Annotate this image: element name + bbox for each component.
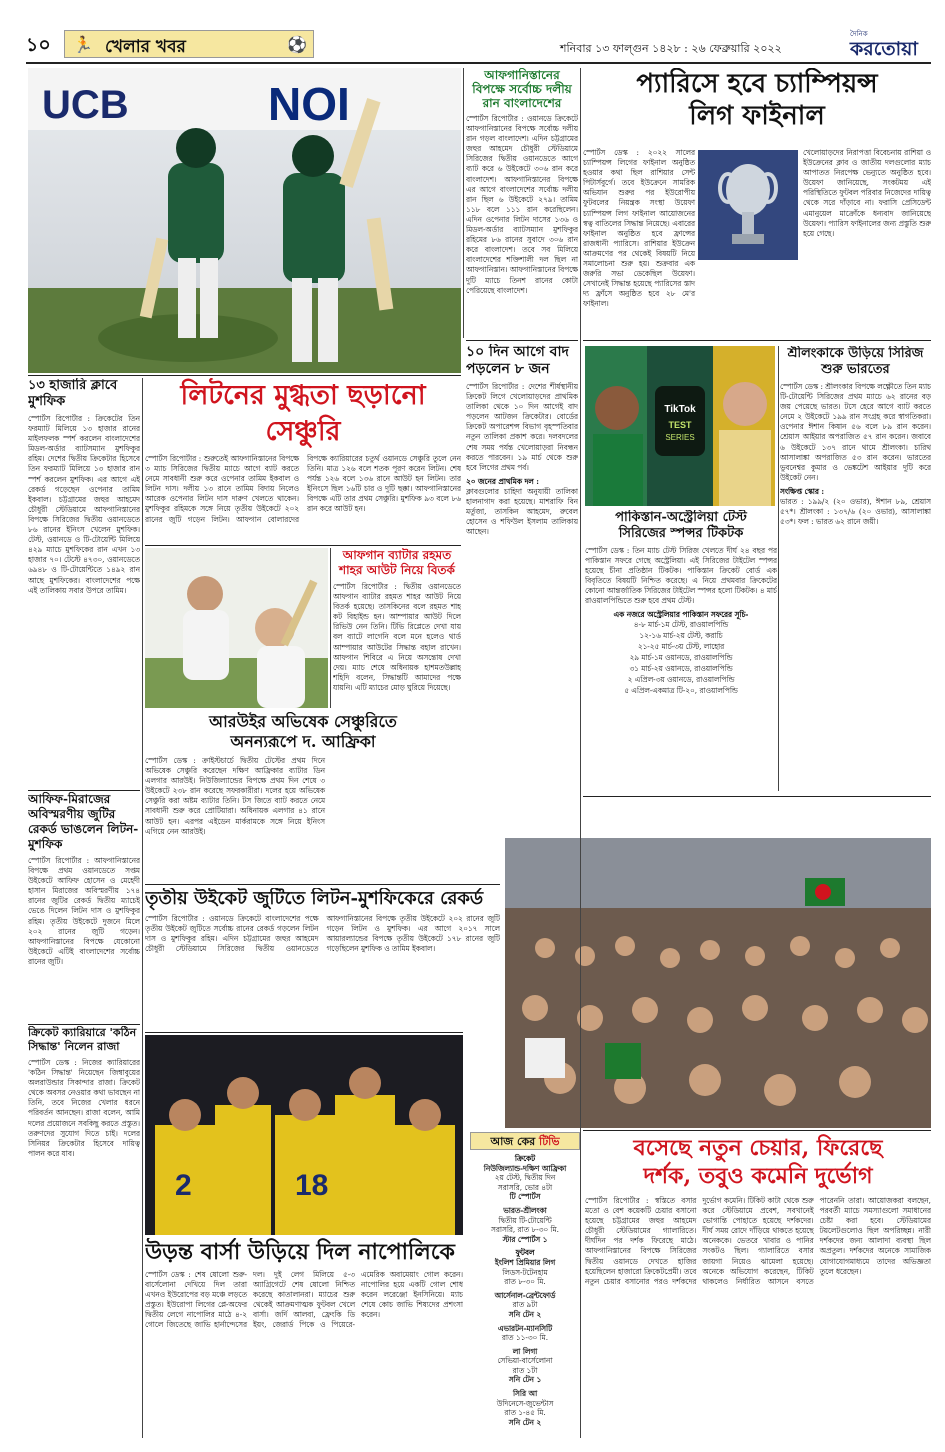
svg-text:2: 2 — [175, 1169, 192, 1202]
stadium-crowd-photo — [505, 838, 931, 1128]
pak-aus-body: স্পোর্টস ডেস্ক : তিন ম্যাচ টেস্ট সিরিজ খেলতে দীর্ঘ ২৪ বছর পর পাকিস্তান সফরে গেছে অস্ট্রেলিয়া। এই সিরিজের টাইটেল স্পন্সর হয়েছে চীনা প্রতিষ্ঠান টিকটক। পাকিস্তান ক্রিকেট বোর্ড এক বিবৃতিতে বিষয়টি নিশ্চিত করেছে। এ নিয়ে প্রথমবার ক্রিকেটের কোনো আন্তর্জাতিক সিরিজের টাইটেল স্পন্সর হলো টিকটক। ৪ মার্চ রাওয়ালপিন্ডিতে শুরু হবে প্রথম টেস্ট। — [585, 546, 777, 606]
cricket-career-body: স্পোর্টস ডেস্ক : নিজের ক্যারিয়ারের 'কঠিন সিদ্ধান্ত' নিয়েছেন জিম্বাবুয়ের অলরাউন্ডার সিকান্দার রাজা। ক্রিকেট থেকে অবসর নেওয়ার কথা ভাবছেন না তিনি, তবে নিজের খেলার ধরনে পরিবর্তন আনছেন। রাজা বলেন, আমি দলের প্রয়োজনে সবকিছু করতে প্রস্তুত। তরুণদের সুযোগ দিতে চাই। দলের সিনিয়র ক্রিকেটার হিসেবে দায়িত্ব পালন করে যাব। — [28, 1058, 140, 1158]
barca-illustration — [145, 1035, 463, 1235]
tv-item — [470, 1154, 580, 1202]
tv-item — [470, 1347, 580, 1385]
tv-item-time: রাত ১-৪৫ মি. — [504, 1408, 546, 1418]
tv-schedule — [470, 1132, 580, 1442]
tiktok-series-photo — [585, 346, 775, 506]
cricket-career-headline: ক্রিকেট ক্যারিয়ারে 'কঠিন সিদ্ধান্ত' নিলেন রাজা — [28, 1026, 137, 1053]
ten-days-group-body: ক্লাবগুলোর চাহিদা অনুযায়ী তালিকা হালনাগাদ করা হয়েছে। মাশরাফি বিন মর্তুজা, তাসকিন আহমেদ, রুবেল হোসেন ও শফিউল ইসলাম তালিকায় আছেন। — [466, 486, 578, 537]
schedule-item: ৩১ মার্চ-২য় ওয়ানডে, রাওয়ালপিন্ডি — [629, 664, 733, 674]
issue-date: শনিবার ১৩ ফাল্গুন ১৪২৮ : ২৬ ফেব্রুয়ারি ২০২২ — [560, 42, 782, 55]
tv-item-time: রাত ৮-৩০ মি. — [504, 1277, 546, 1287]
liton-body: স্পোর্টস রিপোর্টার : শুরুতেই আফগানিস্তানের বিপক্ষে ৩ ম্যাচ সিরিজের দ্বিতীয় ম্যাচে আগে ব্যাট করতে নেমে সাবধানী শুরু করে ওপেনার তামিম ইকবাল ও লিটন দাস। দলীয় ১৩ রানে তামিম বিদায় নিলেও আরেক ওপেনার লিটন দাস দারুণ খেলতে থাকেন। মুশফিকুর রহিমকে সঙ্গে নিয়ে তৃতীয় উইকেটে ২০২ রানের জুটি গড়েন লিটন। আফগান বোলারদের বিপক্ষে ক্যারিয়ারের চতুর্থ ওয়ানডে সেঞ্চুরি তুলে নেন তিনি। মাত্র ১২৬ বলে শতক পূরণ করেন লিটন। শেষ পর্যন্ত ১২৬ বলে ১৩৬ রানে আউট হন লিটন। তার ইনিংসে ছিল ১৬টি চার ও দুটি ছক্কা। আফগানিস্তানের বিপক্ষে এটি তার প্রথম সেঞ্চুরি। মুশফিক ৯৩ বলে ৮৬ রান করে আউট হন। — [145, 454, 461, 524]
cricket-career-story — [28, 1026, 140, 1426]
afif-headline: আফিফ-মিরাজের অবিস্মরণীয় জুটির রেকর্ড ভাঙলেন লিটন-মুশফিক — [28, 792, 139, 851]
srilanka-headline: শ্রীলংকাকে উড়িয়ে সিরিজ শুরু ভারতের — [787, 346, 924, 377]
ten-days-group-heading: ২০ জনের প্রাথমিক দল : — [466, 476, 539, 486]
schedule-item: ৫ এপ্রিল-একমাত্র টি-২০, রাওয়ালপিন্ডি — [624, 686, 738, 696]
tv-item-detail: লিডস-টটেনহাম — [502, 1267, 548, 1277]
masthead — [0, 0, 945, 64]
runner-icon: 🏃 — [73, 35, 93, 54]
section-banner — [64, 30, 314, 58]
tv-item-time: রাত ৯টা — [512, 1300, 538, 1310]
srilanka-score-body: ভারত : ১৯৯/২ (২০ ওভার), ঈশান ৮৯, শ্রেয়াস ৫৭*। শ্রীলংকা : ১৩৭/৬ (২০ ওভার), আসালাঙ্কা ৫৩*। ফল : ভারত ৬২ রানে জয়ী। — [780, 497, 931, 527]
pak-aus-schedule — [585, 620, 777, 697]
paper-name: করতোয়া — [850, 38, 918, 60]
page-number: ১০ — [26, 34, 51, 56]
tv-item-detail: দ্বিতীয় টি-টোয়েন্টি — [498, 1215, 552, 1225]
svg-text:NOI: NOI — [268, 78, 350, 130]
schedule-item: ৪-৮ মার্চ-১ম টেস্ট, রাওয়ালপিন্ডি — [633, 619, 729, 629]
tv-heading-3: টিভি — [539, 1135, 560, 1148]
third-wicket-story — [145, 888, 500, 1028]
tv-heading-1: আজ — [490, 1135, 514, 1148]
afif-story — [28, 792, 140, 1022]
sa-century-headline-2: অনন্যরূপে দ. আফ্রিকা — [230, 732, 376, 751]
13000-headline: ১৩ হাজারি ক্লাবে মুশফিক — [28, 378, 118, 409]
barca-headline: উড়ন্ত বার্সা উড়িয়ে দিল নাপোলিকে — [145, 1239, 455, 1265]
tv-heading-2: কের — [516, 1135, 536, 1148]
paris-story — [583, 68, 931, 328]
svg-text:TikTok: TikTok — [664, 404, 696, 415]
ten-days-headline: ১০ দিন আগে বাদ পড়লেন ৮ জন — [466, 344, 569, 377]
tv-item-channel: স্টার স্পোর্টস ১ — [502, 1234, 548, 1244]
paris-body-left: স্পোর্টস ডেস্ক : ২০২২ সালের চ্যাম্পিয়ন্স লিগের ফাইনাল অনুষ্ঠিত হওয়ার কথা ছিল রাশিয়ার সেন্ট পিটার্সবুর্গে। তবে ইউক্রেনে সামরিক অভিযান শুরুর পর ইউরোপীয় ফুটবলের নিয়ন্ত্রক সংস্থা উয়েফা চ্যাম্পিয়ন্স লিগ ফাইনাল আয়োজনের স্বত্ব বাতিলের সিদ্ধান্ত নিয়েছে। এবারের ফাইনাল অনুষ্ঠিত হবে ফ্রান্সের রাজধানী প্যারিসে। রাশিয়ার ইউক্রেন আক্রমণের পর থেকেই বিষয়টি নিয়ে সমালোচনা শুরু হয়। শুক্রবার এক জরুরি সভা ডেকেছিল উয়েফা। সেখানেই সিদ্ধান্ত হয়েছে প্যারিসের স্তাদ দ্য ফ্রাঁসে অনুষ্ঠিত হবে ২৮ মে'র ফাইনাল। — [583, 148, 695, 309]
sa-batter-illustration — [145, 548, 328, 708]
tv-item-title: এভারটন-ম্যানসিটি — [497, 1323, 553, 1333]
tv-item-title: নিউজিল্যান্ড-দক্ষিণ আফ্রিকা — [483, 1163, 567, 1173]
cricket-batters-illustration — [28, 68, 461, 373]
third-wicket-body: স্পোর্টস রিপোর্টার : ওয়ানডে ক্রিকেটে বাংলাদেশের পক্ষে তৃতীয় উইকেট জুটিতে সর্বোচ্চ রানের রেকর্ড গড়লেন লিটন দাস ও মুশফিকুর রহিম। এদিন চট্টগ্রামের জহুর আহমেদ চৌধুরী স্টেডিয়ামে সিরিজের দ্বিতীয় ওয়ানডেতে আফগানিস্তানের বিপক্ষে তৃতীয় উইকেটে ২০২ রানের জুটি গড়েন লিটন ও মুশফিক। এর আগে ২০১৭ সালে আয়ারল্যান্ডের বিপক্ষে তৃতীয় উইকেটে ১৭৮ রানের জুটি গড়েছিলেন মুশফিক ও তামিম ইকবাল। — [145, 914, 500, 954]
svg-text:TEST: TEST — [668, 420, 692, 430]
pak-aus-headline-2: সিরিজের স্পন্সর টিকটক — [618, 526, 744, 541]
svg-text:UCB: UCB — [42, 83, 129, 127]
ten-days-story — [466, 344, 578, 834]
afghan-record-headline: আফগানিস্তানের বিপক্ষে সর্বোচ্চ দলীয় রান বাংলাদেশের — [472, 68, 572, 110]
spectator-story — [585, 1134, 931, 1442]
paris-headline-1: প্যারিসে হবে চ্যাম্পিয়ন্স — [636, 69, 878, 99]
tv-item-sport: ফুটবল — [515, 1248, 535, 1258]
liton-headline: লিটনের মুগ্ধতা ছড়ানো সেঞ্চুরি — [180, 380, 426, 447]
schedule-item: ২৯ মার্চ-১ম ওয়ানডে, রাওয়ালপিন্ডি — [629, 652, 733, 662]
sa-century-body: স্পোর্টস ডেস্ক : ক্রাইস্টচার্চে দ্বিতীয় টেস্টের প্রথম দিনে অভিষেক সেঞ্চুরি করেছেন দক্ষিণ আফ্রিকার ব্যাটার ডিন এলগার আরউই। নিউজিল্যান্ডের বিপক্ষে প্রথম দিন শেষে ৩ উইকেটে ২৩৮ রান করেছে সফরকারীরা। দলের হয়ে অভিষেক সেঞ্চুরি করা অষ্টম ব্যাটার তিনি। টস জিতে ব্যাট করতে নেমে সাবধানী শুরু করে প্রোটিয়ারা। অধিনায়ক এলগার ৪১ রানে আউট হন। এরপর এইডেন মার্করামকে সঙ্গে নিয়ে ইনিংস এগিয়ে নেন আরউই। — [145, 756, 325, 836]
barca-body: স্পোর্টস ডেস্ক : শেষ ষোলো শুরু-বার্সেলোনা দেখিয়ে দিল তারা এখনও ইউরোপের বড় মঞ্চে লড়তে প্রস্তুত। ইউরোপা লিগের প্লে-অফের দ্বিতীয় লেগে নাপোলির মাঠে ৪-২ গোলে জিতেছে জাভি হার্নান্দেসের দল। দুই লেগ মিলিয়ে ৫-৩ অ্যাগ্রিগেটে শেষ ষোলো নিশ্চিত করেছে কাতালানরা। ম্যাচের শুরু থেকেই আক্রমণাত্মক ফুটবল খেলে বার্সা। জর্দি আলবা, ফ্রেংকি ডি ইয়ং, জেরার্ড পিকে ও পিয়েরে-এমেরিক অবামেয়াং গোল করেন। নাপোলির হয়ে একটি গোল শোধ করেন লরেঞ্জো ইনসিনিয়ে। ম্যাচ শেষে কোচ জাভি শিষ্যদের প্রশংসা করেন। — [145, 1270, 463, 1330]
tv-item — [470, 1206, 580, 1244]
schedule-item: ১২-১৬ মার্চ-২য় টেস্ট, করাচি — [639, 630, 723, 640]
tv-item-title: সিরি আ — [512, 1389, 538, 1399]
tv-item-channel: সনি টেন ২ — [508, 1417, 542, 1427]
pak-aus-story — [585, 510, 777, 800]
cricket-batters-photo — [28, 68, 461, 373]
spectator-body: স্পোর্টস রিপোর্টার : স্বস্তিতে বসার মতো ও বেশ কয়েকটি চেয়ার বসানো হয়েছে চট্টগ্রামের জহুর আহমেদ চৌধুরী স্টেডিয়ামের গ্যালারিতে। দীর্ঘদিন পর দর্শক ফিরেছে মাঠে। আফগানিস্তানের বিপক্ষে সিরিজের দ্বিতীয় ওয়ানডে দেখতে হাজির হয়েছিলেন হাজারো ক্রিকেটপ্রেমী। তবে নতুন চেয়ার বসানোর পরও দর্শকদের দুর্ভোগ কমেনি। টিকিট কাটা থেকে শুরু করে স্টেডিয়ামে প্রবেশ, সবখানেই ভোগান্তি পোহাতে হয়েছে দর্শকদের। দীর্ঘ সময় রোদে দাঁড়িয়ে থাকতে হয়েছে অনেককে। ভেতরে খাবার ও পানির সংকটও ছিল। গ্যালারিতে বসার জায়গা নিয়েও ঝামেলা হয়েছে। অনেকে অভিযোগ করেছেন, টিকিট থাকলেও নির্ধারিত আসনে বসতে পারেননি তারা। আয়োজকরা বলছেন, পরবর্তী ম্যাচে সমস্যাগুলো সমাধানের চেষ্টা করা হবে। স্টেডিয়ামের টয়লেটগুলোও ছিল অপরিচ্ছন্ন। নারী দর্শকদের জন্য আলাদা ব্যবস্থা ছিল অপ্রতুল। দর্শকদের অনেকে সামাজিক যোগাযোগমাধ্যমে তাদের অভিজ্ঞতা তুলে ধরেছেন। — [585, 1196, 931, 1286]
pak-aus-schedule-heading: এক নজরে অস্ট্রেলিয়ার পাকিস্তান সফরের সূচি- — [613, 609, 749, 619]
afghan-record-story — [466, 68, 578, 338]
srilanka-score-heading: সংক্ষিপ্ত স্কোর : — [780, 486, 825, 496]
tv-item-sport: ক্রিকেট — [514, 1154, 536, 1163]
section-title: খেলার খবর — [105, 37, 186, 57]
tv-item-title: লা লিগা — [512, 1346, 538, 1356]
crowd-illustration — [505, 838, 931, 1128]
liton-story — [145, 378, 461, 543]
footballer-icon: ⚽ — [287, 35, 307, 54]
tv-item-title: ইংলিশ প্রিমিয়ার লিগ — [494, 1257, 556, 1267]
tv-item-time: সরাসরি, রাত ৮-৩০ মি. — [491, 1225, 559, 1235]
babar-cummins-illustration — [585, 346, 775, 506]
tv-item-channel: টি স্পোর্টস — [509, 1192, 541, 1202]
sa-century-story — [145, 712, 461, 862]
tv-item-channel: সনি টেন ২ — [508, 1309, 542, 1319]
paper-small: দৈনিক — [850, 30, 868, 38]
tv-item-title: ভারত-শ্রীলংকা — [503, 1205, 547, 1215]
tv-item-time: রাত ১টা — [512, 1365, 538, 1375]
schedule-item: ২১-২৫ মার্চ-৩য় টেস্ট, লাহোর — [637, 641, 725, 651]
paris-body-right: খেলোয়াড়দের নিরাপত্তা বিবেচনায় রাশিয়া ও ইউক্রেনের ক্লাব ও জাতীয় দলগুলোর ম্যাচ আপাতত নিরপেক্ষ ভেন্যুতে অনুষ্ঠিত হবে। উয়েফা জানিয়েছে, সংকটময় এই পরিস্থিতিতে ফুটবল পরিবার নিজেদের দায়িত্ব থেকে সরে দাঁড়াবে না। ফরাসি প্রেসিডেন্ট এমানুয়েল মাক্রোঁকে ধন্যবাদ জানিয়েছে উয়েফা। প্যারিস ফাইনালের জন্য প্রস্তুতি শুরু হয়ে গেছে। — [803, 148, 931, 238]
spectator-headline-2: দর্শক, তবুও কমেনি দুর্ভোগ — [643, 1163, 873, 1189]
tv-item-detail: উদিনেসে-জুভেন্টাস — [496, 1398, 554, 1408]
svg-text:SERIES: SERIES — [665, 433, 695, 442]
south-africa-batter-photo — [145, 548, 328, 708]
bowler-body: স্পোর্টস রিপোর্টার : দ্বিতীয় ওয়ানডেতে আফগান ব্যাটার রহমত শাহর আউট নিয়ে বিতর্ক হয়েছে। তাসকিনের বলে রহমত শাহ কট বিহাইন্ড হন। আম্পায়ার আউট দিলে রিভিউ নেন তিনি। টিভি রিপ্লেতে দেখা যায় বল ব্যাটে লাগেনি বলে মনে হলেও থার্ড আম্পায়ার আউটের সিদ্ধান্ত বহাল রাখেন। আফগান শিবিরে এ নিয়ে অসন্তোষ দেখা দেয়। ম্যাচ শেষে অধিনায়ক হাশমতউল্লাহ শহিদি বলেন, সিদ্ধান্তটি আমাদের পক্ষে যায়নি। এটি ম্যাচের মোড় ঘুরিয়ে দিয়েছে। — [333, 582, 461, 692]
trophy-photo — [698, 150, 798, 260]
tv-item-time: সরাসরি, ভোর ৪টা — [497, 1182, 553, 1192]
bowler-headline: আফগান ব্যাটার রহমত শাহর আউট নিয়ে বিতর্ক — [339, 548, 455, 577]
tv-item — [470, 1324, 580, 1343]
13000-body: স্পোর্টস রিপোর্টার : ক্রিকেটের তিন ফরম্যাট মিলিয়ে ১৩ হাজার রানের মাইলফলক স্পর্শ করলেন বাংলাদেশের মিডল-অর্ডার ব্যাটসম্যান মুশফিকুর রহিম। দেশের দ্বিতীয় ক্রিকেটার হিসেবে তিন ফরম্যাট মিলিয়ে ১৩ হাজার রান স্পর্শ করলেন মুশফিক। এর আগে এই রেকর্ড গড়েছেন ওপেনার তামিম ইকবাল। চট্টগ্রামের জহুর আহমেদ চৌধুরী স্টেডিয়ামে আফগানিস্তানের বিপক্ষে সিরিজের দ্বিতীয় ওয়ানডেতে ৮৬ রানের ইনিংস খেলেন মুশফিক। টেস্ট, ওয়ানডে ও টি-টোয়েন্টি মিলিয়ে ৪২৯ ম্যাচে মুশফিকের রান এখন ১৩ হাজার ৭০। টেস্টে ৪৭৩০, ওয়ানডেতে ৬৯৪৮ ও টি-টোয়েন্টিতে ১৪৯২ রান আছে মুশফিকের। বাংলাদেশের পক্ষে এই তালিকায় সবার উপরে তামিম। — [28, 414, 140, 595]
tv-item-time: রাত ১১-৩০ মি. — [501, 1333, 549, 1343]
13000-story — [28, 378, 140, 788]
tv-item-channel: সনি টেন ১ — [508, 1375, 542, 1385]
srilanka-story — [780, 346, 931, 791]
champions-trophy-illustration — [698, 150, 798, 260]
tv-item-detail: ২য় টেস্ট, দ্বিতীয় দিন — [494, 1173, 556, 1183]
pak-aus-headline-1: পাকিস্তান-অস্ট্রেলিয়া টেস্ট — [615, 510, 747, 525]
tv-item — [470, 1291, 580, 1320]
tv-heading — [470, 1132, 580, 1150]
srilanka-body: স্পোর্টস ডেস্ক : শ্রীলংকার বিপক্ষে লক্ষ্ণৌতে তিন ম্যাচ টি-টোয়েন্টি সিরিজের প্রথম ম্যাচে ৬২ রানের বড় জয় পেয়েছে ভারত। টসে হেরে আগে ব্যাট করতে নেমে ২ উইকেটে ১৯৯ রান সংগ্রহ করে স্বাগতিকরা। ওপেনার ঈশান কিষান ৫৬ বলে ৮৯ রান করেন। শ্রেয়াস আইয়ার অপরাজিত ৫৭ রান করেন। জবাবে ৬ উইকেটে ১৩৭ রানে থামে শ্রীলংকা। চারিথ আসালাঙ্কা অপরাজিত ৫৩ রান করেন। ভারতের ভুবনেশ্বর কুমার ও ভেঙ্কটেশ আইয়ার দুটি করে উইকেট নেন। — [780, 382, 931, 482]
barcelona-celebration-photo — [145, 1035, 463, 1235]
barca-story — [145, 1238, 463, 1438]
ten-days-body: স্পোর্টস রিপোর্টার : দেশের শীর্ষস্থানীয় ক্রিকেট লিগে খেলোয়াড়দের প্রাথমিক তালিকা থেকে ১০ দিন আগেই বাদ পড়লেন আটজন ক্রিকেটার। বোর্ডের ক্রিকেট অপারেশন্স বিভাগ বৃহস্পতিবার নতুন তালিকা প্রকাশ করে। দলবদলের শেষ সময় পর্যন্ত খেলোয়াড়রা নিবন্ধন করতে পারবেন। ১৯ মার্চ থেকে শুরু হবে লিগের প্রথম পর্ব। — [466, 382, 578, 472]
afif-body: স্পোর্টস রিপোর্টার : আফগানিস্তানের বিপক্ষে প্রথম ওয়ানডেতে সপ্তম উইকেটে আফিফ হোসেন ও মেহেদী হাসান মিরাজের অবিস্মরণীয় ১৭৪ রানের জুটির রেকর্ড দ্বিতীয় ম্যাচেই ভেঙে দিলেন লিটন দাস ও মুশফিকুর রহিম। তৃতীয় উইকেটে দুজনে মিলে ২০২ রানের জুটি গড়েন। আফগানিস্তানের বিপক্ষে যেকোনো উইকেটে এটিই বাংলাদেশের সর্বোচ্চ রানের জুটি। — [28, 856, 140, 966]
tv-item-title: আর্সেনাল-ব্রেন্টফোর্ড — [494, 1290, 556, 1300]
schedule-item: ২ এপ্রিল-৩য় ওয়ানডে, রাওয়ালপিন্ডি — [627, 675, 735, 685]
tv-item — [470, 1248, 580, 1286]
paper-logo — [850, 28, 930, 60]
afghan-record-body: স্পোর্টস রিপোর্টার : ওয়ানডে ক্রিকেটে আফগানিস্তানের বিপক্ষে সর্বোচ্চ দলীয় রান গড়ল বাংলাদেশ। এদিন চট্টগ্রামের জহুর আহমেদ চৌধুরী স্টেডিয়ামে সিরিজের দ্বিতীয় ওয়ানডেতে আগে ব্যাট করে ৬ উইকেটে ৩০৬ রান করে বাংলাদেশ। আফগানিস্তানের বিপক্ষে এর আগে বাংলাদেশের সর্বোচ্চ দলীয় রান ছিল ৬ উইকেটে ২৭৯। তামিম ১১৮ বলে ১১১ রান করেছিলেন। এদিন ওপেনার লিটন দাসের ১৩৬ ও মিডল-অর্ডার ব্যাটসম্যান মুশফিকুর রহিমের ৮৬ রানের সুবাদে ৩০৬ রান করে বাংলাদেশ। তবে সব মিলিয়ে বাংলাদেশের শক্তিশালী দল ছিল না আফগানিস্তান। আফগানিস্তানের বিপক্ষে দুটি ম্যাচে তিনশ রানের কোটা পেরিয়েছে বাংলাদেশ। — [466, 114, 578, 295]
paris-headline-2: লিগ ফাইনাল — [689, 101, 825, 131]
spectator-headline-1: বসেছে নতুন চেয়ার, ফিরেছে — [633, 1135, 883, 1161]
third-wicket-headline: তৃতীয় উইকেট জুটিতে লিটন-মুশফিকেরে রেকর্ড — [145, 888, 484, 909]
sa-century-headline-1: আরউইর অভিষেক সেঞ্চুরিতে — [209, 712, 397, 731]
tv-item-detail: সেভিয়া-বার্সেলোনা — [497, 1356, 553, 1366]
tv-item — [470, 1389, 580, 1427]
svg-text:18: 18 — [295, 1169, 329, 1202]
